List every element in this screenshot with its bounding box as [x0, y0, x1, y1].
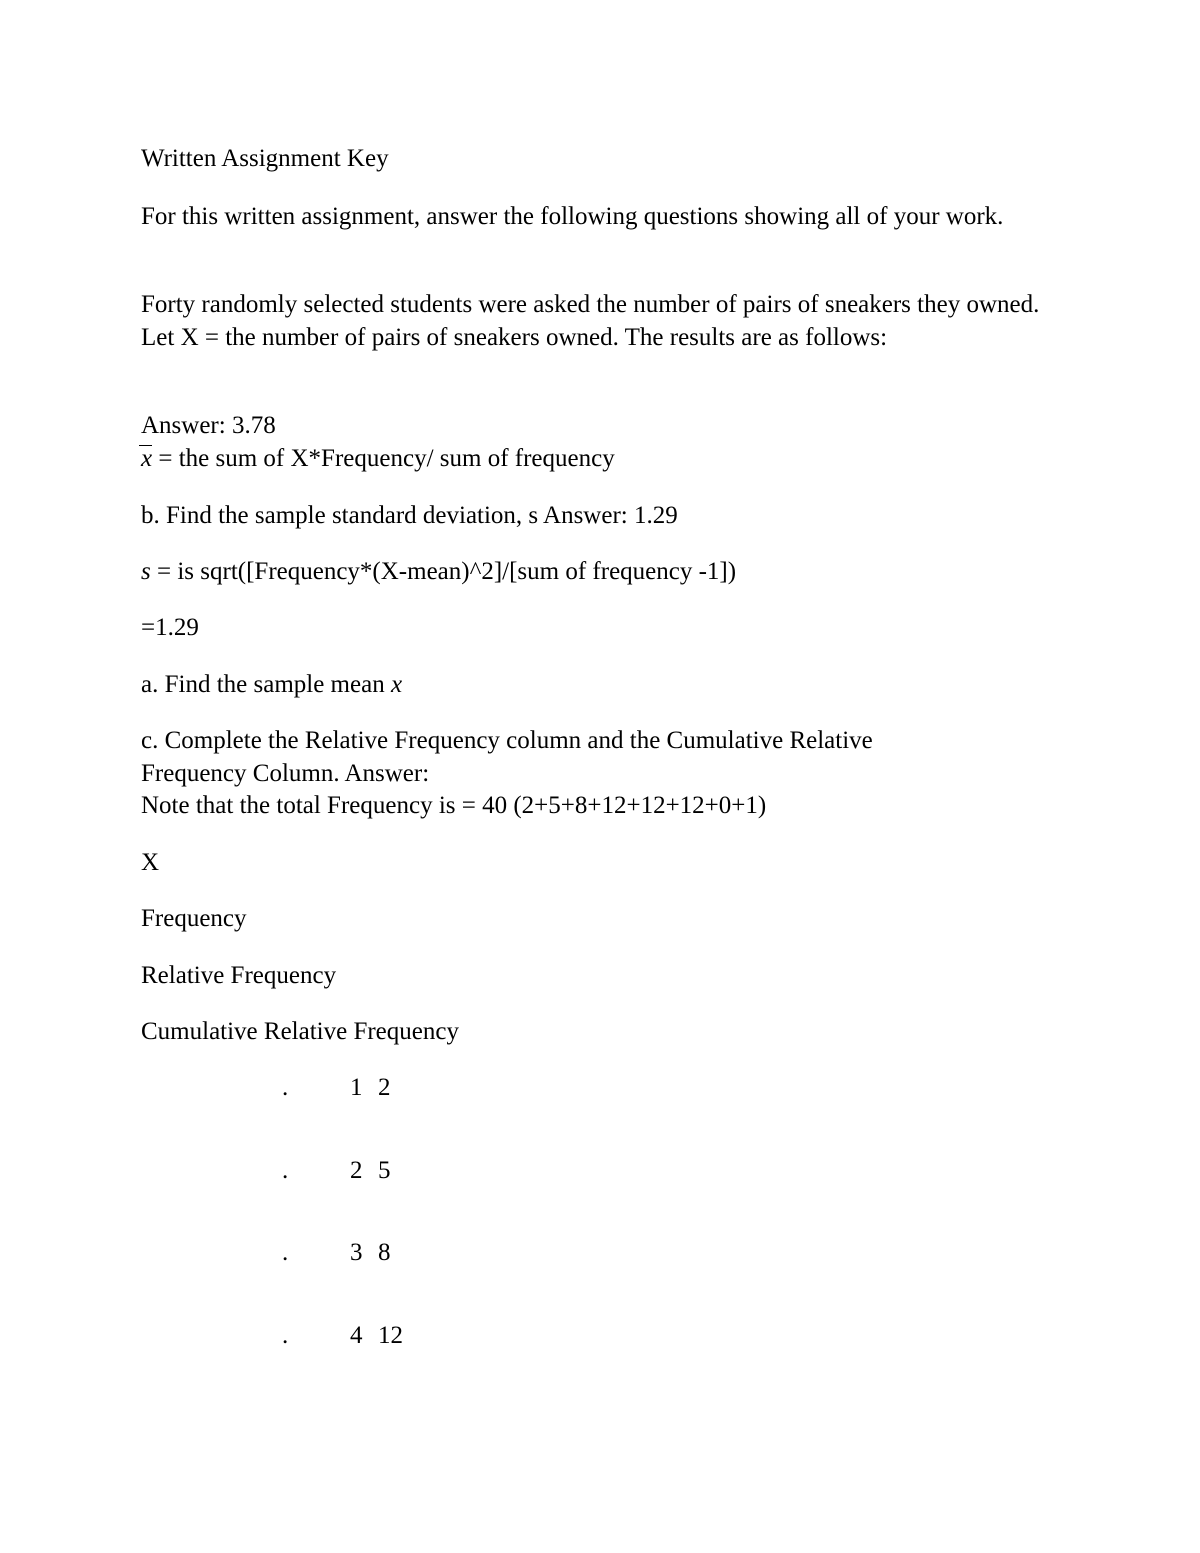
x-symbol: x: [390, 671, 403, 698]
s-symbol: s: [141, 558, 151, 585]
part-c-note: Note that the total Frequency is = 40 (2+5+8+12+12+12+0+1): [141, 792, 767, 819]
row-x-value: 3: [350, 1239, 363, 1266]
part-a-question: [141, 669, 402, 701]
row-frequency-value: 2: [378, 1074, 391, 1101]
part-b-question: b. Find the sample standard deviation, s Answer: 1.29: [141, 502, 678, 529]
row-bullet: .: [282, 1239, 289, 1266]
problem-paragraph: Forty randomly selected students were asked the number of pairs of sneakers they owned. Let X = the number of pairs of sneakers owned. The results are as follows:: [141, 291, 1040, 351]
row-x-value: 1: [350, 1074, 363, 1101]
part-c-line-2: Frequency Column. Answer:: [141, 760, 430, 787]
table-header-relative-frequency: Relative Frequency: [141, 962, 337, 989]
row-frequency-value: 8: [378, 1239, 391, 1266]
table-header-frequency: Frequency: [141, 905, 247, 932]
row-frequency-value: 12: [378, 1322, 403, 1349]
part-c-line-1: c. Complete the Relative Frequency column and the Cumulative Relative: [141, 727, 873, 754]
mean-answer: Answer: 3.78: [141, 412, 276, 439]
sd-formula: [141, 556, 736, 588]
x-bar-symbol: x: [141, 443, 152, 475]
row-frequency-value: 5: [378, 1157, 391, 1184]
mean-formula-text: = the sum of X*Frequency/ sum of frequency: [152, 445, 615, 472]
row-bullet: .: [282, 1322, 289, 1349]
document-title: Written Assignment Key: [141, 145, 389, 172]
row-x-value: 4: [350, 1322, 363, 1349]
table-header-x: X: [141, 849, 160, 876]
sd-result: =1.29: [141, 614, 199, 641]
row-bullet: .: [282, 1074, 289, 1101]
mean-formula: [141, 443, 615, 475]
table-header-cumulative-relative-frequency: Cumulative Relative Frequency: [141, 1018, 459, 1045]
row-bullet: .: [282, 1157, 289, 1184]
sd-formula-text: = is sqrt([Frequency*(X-mean)^2]/[sum of frequency -1]): [150, 558, 737, 585]
part-a-text: a. Find the sample mean: [141, 671, 391, 698]
row-x-value: 2: [350, 1157, 363, 1184]
intro-paragraph: For this written assignment, answer the following questions showing all of your work.: [141, 203, 1004, 230]
